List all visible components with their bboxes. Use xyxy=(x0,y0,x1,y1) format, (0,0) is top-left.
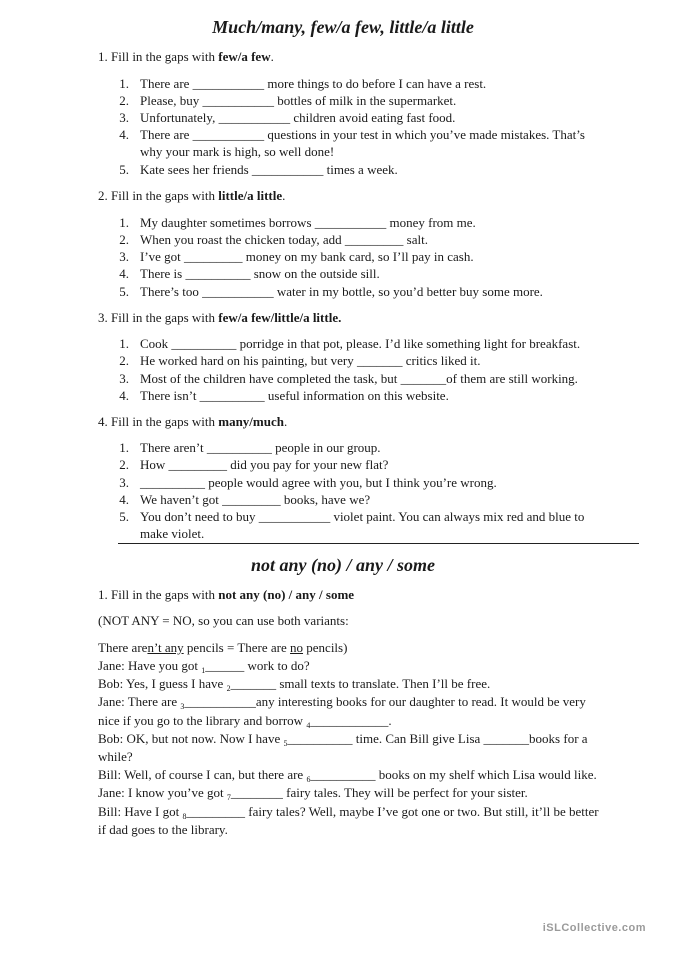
s4-num-5: 5. xyxy=(119,509,129,524)
s1-num-5: 5. xyxy=(119,162,129,177)
dialogue-line-7: Bill: Well, of course I can, but there are $_6$__________ books on my shelf which Lisa would like. xyxy=(98,767,597,784)
s4-num-2: 2. xyxy=(119,457,129,472)
dialogue-line-4: nice if you go to the library and borrow $_4$____________. xyxy=(98,713,392,730)
s1-item-5: Kate sees her friends ___________ times a week. xyxy=(140,162,398,177)
example-line: There aren’t any pencils = There are no pencils) xyxy=(98,640,348,655)
note-line: (NOT ANY = NO, so you can use both variants: xyxy=(98,613,349,628)
s2-item-2: When you roast the chicken today, add _________ salt. xyxy=(140,232,428,247)
s3-item-4: There isn’t __________ useful information on this website. xyxy=(140,388,449,403)
s2-item-3: I’ve got _________ money on my bank card, so I’ll pay in cash. xyxy=(140,249,474,264)
s2-num-5: 5. xyxy=(119,284,129,299)
s4-num-1: 1. xyxy=(119,440,129,455)
s1-num-2: 2. xyxy=(119,93,129,108)
s2-num-2: 2. xyxy=(119,232,129,247)
s4-item-4: We haven’t got _________ books, have we? xyxy=(140,492,371,507)
section3-heading: 3. Fill in the gaps with few/a few/little/a little. xyxy=(98,310,342,325)
dialogue-line-8: Jane: I know you’ve got $_7$________ fairy tales. They will be perfect for your sister. xyxy=(98,785,528,802)
section2-heading: 2. Fill in the gaps with little/a little. xyxy=(98,188,286,203)
dialogue-line-9: Bill: Have I got $_8$_________ fairy tales? Well, maybe I’ve got one or two. But still, it’ll be better xyxy=(98,804,599,821)
section5-heading: 1. Fill in the gaps with not any (no) / any / some xyxy=(98,587,355,602)
s1-item-1: There are ___________ more things to do before I can have a rest. xyxy=(140,76,487,91)
s4-item-5: You don’t need to buy ___________ violet paint. You can always mix red and blue to xyxy=(140,509,585,524)
section4-heading: 4. Fill in the gaps with many/much. xyxy=(98,414,288,429)
dialogue-line-6: while? xyxy=(98,749,133,764)
s3-item-1: Cook __________ porridge in that pot, please. I’d like something light for breakfast. xyxy=(140,336,581,351)
title-not-any-some: not any (no) / any / some xyxy=(250,555,435,575)
watermark-footer: iSLCollective.com xyxy=(542,922,646,934)
s1-item-3: Unfortunately, ___________ children avoid eating fast food. xyxy=(140,110,456,125)
s2-item-1: My daughter sometimes borrows ___________ money from me. xyxy=(140,215,476,230)
s3-item-2: He worked hard on his painting, but very _______ critics liked it. xyxy=(140,353,481,368)
s3-num-1: 1. xyxy=(119,336,129,351)
dialogue-line-5: Bob: OK, but not now. Now I have $_5$__________ time. Can Bill give Lisa _______books for a xyxy=(98,731,588,748)
section-divider xyxy=(118,543,639,544)
s2-item-5: There’s too ___________ water in my bottle, so you’d better buy some more. xyxy=(140,284,543,299)
s2-num-4: 4. xyxy=(119,266,129,281)
s1-item-4: There are ___________ questions in your test in which you’ve made mistakes. That’s xyxy=(140,127,585,142)
s1-num-1: 1. xyxy=(119,76,129,91)
dialogue-line-2: Bob: Yes, I guess I have $_2$_______ small texts to translate. Then I’ll be free. xyxy=(98,676,491,693)
dialogue-line-1: Jane: Have you got $_1$______ work to do? xyxy=(98,658,310,675)
s4-num-4: 4. xyxy=(119,492,129,507)
s1-num-3: 3. xyxy=(119,110,129,125)
s1-item-2: Please, buy ___________ bottles of milk in the supermarket. xyxy=(140,93,457,108)
s2-num-3: 3. xyxy=(119,249,129,264)
section1-heading: 1. Fill in the gaps with few/a few. xyxy=(98,49,274,64)
s4-item-5-cont: make violet. xyxy=(140,526,205,541)
s3-num-3: 3. xyxy=(119,371,129,386)
s2-num-1: 1. xyxy=(119,215,129,230)
s3-num-2: 2. xyxy=(119,353,129,368)
s3-item-3: Most of the children have completed the task, but _______of them are still working. xyxy=(140,371,578,386)
s1-item-4-cont: why your mark is high, so well done! xyxy=(140,144,335,159)
dialogue-line-3: Jane: There are $_3$___________any interesting books for our daughter to read. It would be very xyxy=(98,694,586,711)
s1-num-4: 4. xyxy=(119,127,129,142)
s4-item-2: How _________ did you pay for your new flat? xyxy=(140,457,389,472)
s2-item-4: There is __________ snow on the outside sill. xyxy=(140,266,380,281)
s3-num-4: 4. xyxy=(119,388,129,403)
s4-item-3: __________ people would agree with you, but I think you’re wrong. xyxy=(140,475,497,490)
s4-num-3: 3. xyxy=(119,475,129,490)
dialogue-line-10: if dad goes to the library. xyxy=(98,822,228,837)
title-much-many: Much/many, few/a few, little/a little xyxy=(212,17,474,37)
s4-item-1: There aren’t __________ people in our group. xyxy=(140,440,381,455)
